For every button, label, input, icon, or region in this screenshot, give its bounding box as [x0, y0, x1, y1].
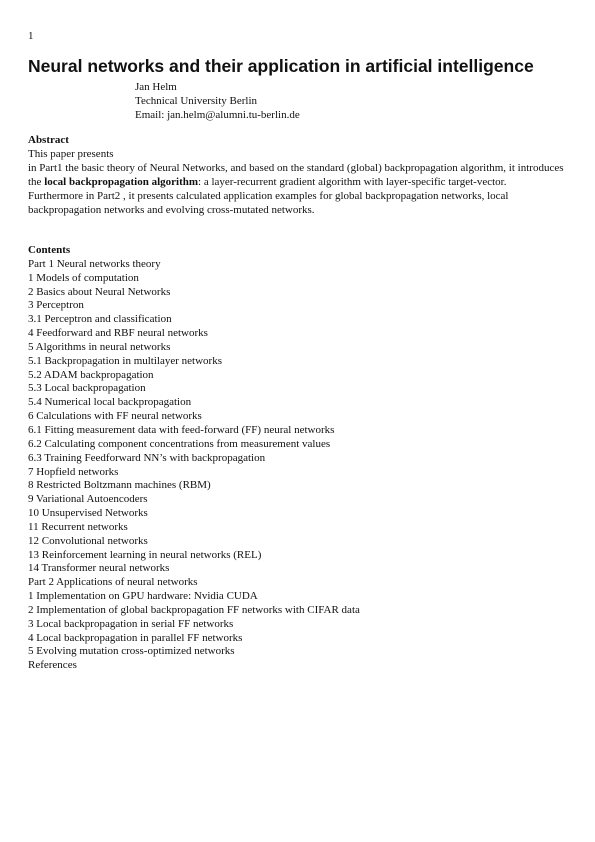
- contents-item: Part 2 Applications of neural networks: [28, 576, 198, 589]
- contents-item: 3.1 Perceptron and classification: [28, 313, 172, 326]
- contents-item: 6.3 Training Feedforward NN’s with backpropagation: [28, 451, 266, 464]
- abstract-paragraph-1: [28, 162, 568, 190]
- contents-item: 11 Recurrent networks: [28, 520, 128, 533]
- contents-item: 5 Evolving mutation cross-optimized networks: [28, 645, 235, 658]
- abstract-paragraph-2: Furthermore in Part2 , it presents calculated application examples for global backpropagation networks, local backpropagation networks and evolving cross-mutated networks.: [28, 189, 509, 216]
- author-block: [135, 81, 300, 123]
- contents-item: 4 Local backpropagation in parallel FF networks: [28, 631, 243, 644]
- contents-item: 5.3 Local backpropagation: [28, 382, 146, 395]
- contents-item: References: [28, 659, 77, 672]
- contents-item: 6 Calculations with FF neural networks: [28, 410, 202, 423]
- abstract-section: [28, 134, 568, 217]
- contents-section: [28, 244, 568, 673]
- contents-item: 13 Reinforcement learning in neural networks (REL): [28, 548, 262, 561]
- contents-item: 1 Models of computation: [28, 271, 139, 284]
- contents-item: 5.1 Backpropagation in multilayer networks: [28, 354, 222, 367]
- abstract-text-after: : a layer-recurrent gradient algorithm with layer-specific target-vector.: [198, 175, 507, 188]
- contents-item: 6.1 Fitting measurement data with feed-forward (FF) neural networks: [28, 423, 335, 436]
- abstract-text-before: in Part1 the basic theory of Neural Networks, and based on the standard (global) backpropagation algorithm, it introduces the: [28, 161, 564, 188]
- contents-item: 1 Implementation on GPU hardware: Nvidia CUDA: [28, 590, 258, 603]
- contents-item: 5.2 ADAM backpropagation: [28, 368, 154, 381]
- contents-item: 5 Algorithms in neural networks: [28, 340, 171, 353]
- contents-item: 6.2 Calculating component concentrations from measurement values: [28, 437, 331, 450]
- paper-title: Neural networks and their application in artificial intelligence: [28, 56, 534, 76]
- contents-item: 9 Variational Autoencoders: [28, 493, 148, 506]
- author-name: Jan Helm: [135, 81, 177, 93]
- contents-item: 4 Feedforward and RBF neural networks: [28, 327, 208, 340]
- contents-item: 3 Perceptron: [28, 299, 84, 312]
- abstract-heading: Abstract: [28, 134, 69, 146]
- contents-item: 8 Restricted Boltzmann machines (RBM): [28, 479, 211, 492]
- author-affiliation: Technical University Berlin: [135, 94, 258, 107]
- contents-list: [28, 258, 568, 673]
- contents-item: 14 Transformer neural networks: [28, 562, 170, 575]
- contents-item: Part 1 Neural networks theory: [28, 257, 161, 270]
- abstract-intro-line: This paper presents: [28, 147, 114, 160]
- contents-item: 12 Convolutional networks: [28, 534, 148, 547]
- contents-item: 10 Unsupervised Networks: [28, 507, 148, 520]
- contents-item: 5.4 Numerical local backpropagation: [28, 396, 192, 409]
- contents-item: 3 Local backpropagation in serial FF networks: [28, 617, 234, 630]
- author-email: Email: jan.helm@alumni.tu-berlin.de: [135, 108, 300, 121]
- contents-item: 2 Basics about Neural Networks: [28, 285, 171, 298]
- page-number: 1: [28, 30, 34, 42]
- abstract-bold-term: local backpropagation algorithm: [44, 175, 199, 188]
- contents-heading: Contents: [28, 244, 71, 256]
- contents-item: 7 Hopfield networks: [28, 465, 119, 478]
- contents-item: 2 Implementation of global backpropagation FF networks with CIFAR data: [28, 603, 360, 616]
